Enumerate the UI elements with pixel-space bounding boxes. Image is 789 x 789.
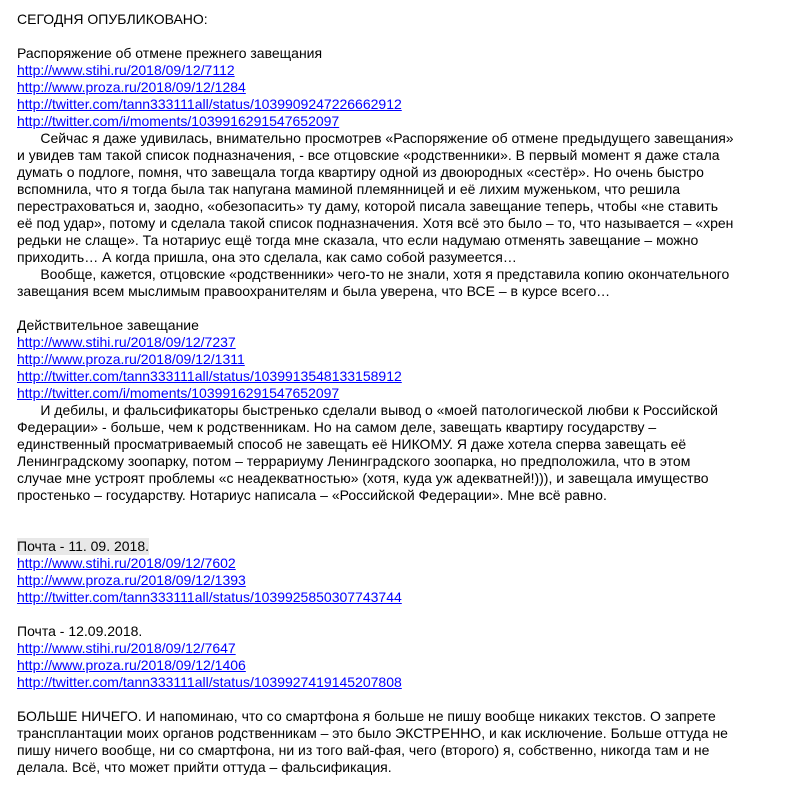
spacer <box>17 300 777 317</box>
paragraph-line: её под удар», потому и сделала такой список подназначения. Хотя всё это было – то, что называется – «хрен <box>17 215 734 231</box>
paragraph-line: вспомнила, что я тогда была так напугана маминой племянницей и её лихим муженьком, что решила <box>17 181 681 197</box>
paragraph-line: случае мне устроят проблемы «с неадекватностью» (хотя, куда уж адекватней!))), и завещала имущество <box>17 470 709 486</box>
section3-link-stihi[interactable]: http://www.stihi.ru/2018/09/12/7602 <box>17 555 236 571</box>
section3-title <box>17 538 777 555</box>
section2-link-stihi[interactable]: http://www.stihi.ru/2018/09/12/7237 <box>17 334 236 350</box>
paragraph-line: пишу ничего вообще, ни со смартфона, ни из того вай-фая, чего (второго) я, собственно, никогда там и не <box>17 742 710 758</box>
header-text: СЕГОДНЯ ОПУБЛИКОВАНО: <box>17 11 208 27</box>
paragraph-line: завещания всем мыслимым правоохранителям и была уверена, что ВСЕ – в курсе всего… <box>17 283 611 299</box>
paragraph-line: редьки не слаще». Та нотариус ещё тогда мне сказала, что если надумаю отменять завещание – можно <box>17 232 699 248</box>
section3-link-twitter-status[interactable]: http://twitter.com/tann333111all/status/1039925850307743744 <box>17 589 402 605</box>
section4-link-stihi[interactable]: http://www.stihi.ru/2018/09/12/7647 <box>17 640 236 656</box>
section4-title: Почта - 12.09.2018. <box>17 623 143 639</box>
section2-link-proza[interactable]: http://www.proza.ru/2018/09/12/1311 <box>17 351 245 367</box>
section2-title: Действительное завещание <box>17 317 199 333</box>
closing-paragraph <box>17 708 777 776</box>
section1-paragraph1 <box>17 130 777 266</box>
paragraph-line: простенько – государству. Нотариус написала – «Российской Федерации». Мне всё равно. <box>17 487 607 503</box>
section1-title: Распоряжение об отмене прежнего завещания <box>17 45 323 61</box>
section2-paragraph <box>17 402 777 504</box>
paragraph-line: Вообще, кажется, отцовские «родственники» чего-то не знали, хотя я представила копию окончательного <box>17 266 730 282</box>
section1-link-stihi[interactable]: http://www.stihi.ru/2018/09/12/7112 <box>17 62 235 78</box>
paragraph-line: думать о подлоге, помня, что завещала тогда квартиру одной из двоюродных «сестёр». Но очень быстро <box>17 164 704 180</box>
paragraph-line: перестраховаться и, заодно, «обезопасить» ту даму, которой писала завещание теперь, чтобы «не ставить <box>17 198 719 214</box>
section3-title-text: Почта - 11. 09. 2018. <box>17 538 150 554</box>
spacer <box>17 504 777 538</box>
paragraph-line: БОЛЬШЕ НИЧЕГО. И напоминаю, что со смартфона я больше не пишу вообще никаких текстов. О запрете <box>17 708 716 724</box>
section3-link-proza[interactable]: http://www.proza.ru/2018/09/12/1393 <box>17 572 246 588</box>
paragraph-line: и увидев там такой список подназначения, - все отцовские «родственники». В первый момент я даже стала <box>17 147 720 163</box>
spacer <box>17 691 777 708</box>
spacer <box>17 28 777 45</box>
section4-link-twitter-status[interactable]: http://twitter.com/tann333111all/status/1039927419145207808 <box>17 674 402 690</box>
paragraph-line: Сейчас я даже удивилась, внимательно просмотрев «Распоряжение об отмене предыдущего завещания» <box>17 130 734 146</box>
section4-link-proza[interactable]: http://www.proza.ru/2018/09/12/1406 <box>17 657 246 673</box>
document-body <box>17 11 777 776</box>
paragraph-line: делала. Всё, что может прийти оттуда – фальсификация. <box>17 759 392 775</box>
paragraph-line: приходить… А когда пришла, она это сделала, как само собой разумеется… <box>17 249 517 265</box>
spacer <box>17 606 777 623</box>
paragraph-line: трансплантации моих органов родственникам – это было ЭКСТРЕННО, и как исключение. Больше оттуда не <box>17 725 728 741</box>
section1-link-twitter-moments[interactable]: http://twitter.com/i/moments/1039916291547652097 <box>17 113 340 129</box>
section2-link-twitter-status[interactable]: http://twitter.com/tann333111all/status/1039913548133158912 <box>17 368 402 384</box>
paragraph-line: Федерации» - больше, чем к родственникам. Но на самом деле, завещать квартиру государству – <box>17 419 657 435</box>
section1-link-proza[interactable]: http://www.proza.ru/2018/09/12/1284 <box>17 79 246 95</box>
section1-paragraph2 <box>17 266 777 300</box>
paragraph-line: единственный просматриваемый способ не завещать её НИКОМУ. Я даже хотела сперва завещать её <box>17 436 687 452</box>
section2-link-twitter-moments[interactable]: http://twitter.com/i/moments/1039916291547652097 <box>17 385 340 401</box>
paragraph-line: Ленинградскому зоопарку, потом – террариуму Ленинградского зоопарка, но предположила, что в этом <box>17 453 691 469</box>
paragraph-line: И дебилы, и фальсификаторы быстренько сделали вывод о «моей патологической любви к Российской <box>17 402 718 418</box>
section1-link-twitter-status[interactable]: http://twitter.com/tann333111all/status/1039909247226662912 <box>17 96 402 112</box>
